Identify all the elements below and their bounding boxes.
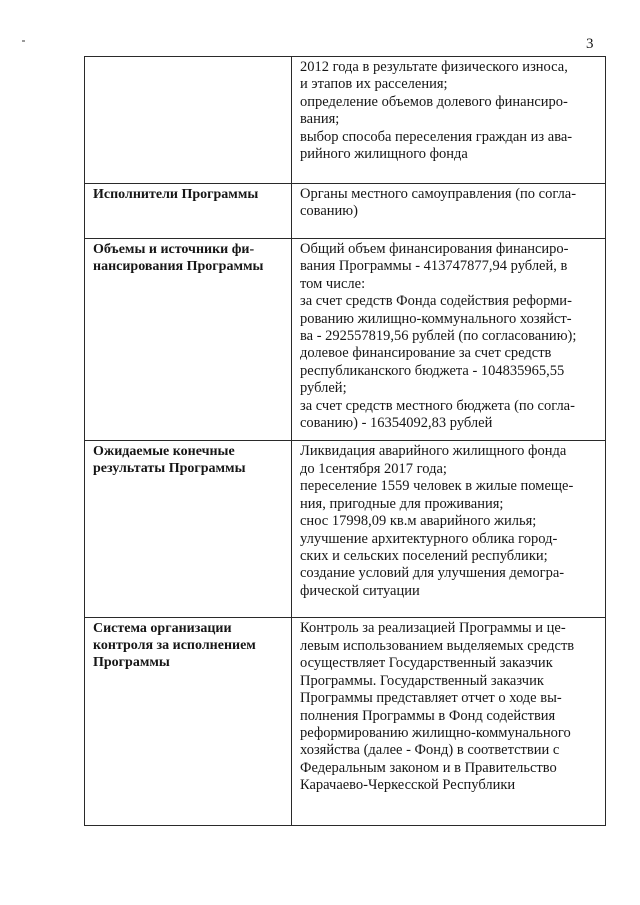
value-line: ния, пригодные для проживания; [300, 495, 504, 512]
value-line: Федеральным законом и в Правительство [300, 759, 557, 776]
row-label: Исполнители Программы [85, 184, 292, 239]
value-line: Контроль за реализацией Программы и це- [300, 620, 566, 637]
value-line: Карачаево-Черкесской Республики [300, 777, 516, 794]
value-line: создание условий для улучшения демогра- [300, 565, 565, 582]
row-value [292, 618, 606, 826]
value-line: полнения Программы в Фонд содействия [300, 707, 556, 724]
value-line: вания; [300, 111, 340, 128]
table-row [85, 57, 606, 184]
row-value [292, 57, 606, 184]
value-line: за счет средств Фонда содействия реформи- [300, 293, 572, 310]
value-line: том числе: [300, 275, 366, 292]
value-line: переселение 1559 человек в жилые помеще- [300, 478, 574, 495]
scan-speck [22, 40, 25, 42]
value-line: рийного жилищного фонда [300, 146, 468, 163]
page-number: 3 [586, 36, 594, 52]
table-row [85, 184, 606, 239]
row-label [85, 57, 292, 184]
row-label: Объемы и источники фи-нансирования Программы [85, 239, 292, 441]
value-line: ва - 292557819,56 рублей (по согласованию); [300, 328, 577, 345]
value-line: рованию жилищно-коммунального хозяйст- [300, 310, 572, 327]
value-line: улучшение архитектурного облика город- [300, 530, 558, 547]
value-line: ских и сельских поселений республики; [300, 547, 548, 564]
value-line: фической ситуации [300, 582, 420, 599]
value-line: Общий объем финансирования финансиро- [300, 241, 569, 257]
value-line: реформированию жилищно-коммунального [300, 724, 571, 741]
value-line: Органы местного самоуправления (по согла- [300, 186, 577, 202]
value-line: выбор способа переселения граждан из ава- [300, 128, 573, 145]
value-line: Ликвидация аварийного жилищного фонда [300, 443, 567, 460]
row-value [292, 184, 606, 239]
value-line: хозяйства (далее - Фонд) в соответствии с [300, 742, 560, 759]
value-line: рублей; [300, 380, 347, 397]
value-line: республиканского бюджета - 104835965,55 [300, 362, 565, 379]
row-value [292, 239, 606, 441]
value-line: сованию) [300, 203, 358, 220]
value-line: вания Программы - 413747877,94 рублей, в [300, 258, 568, 275]
row-value [292, 441, 606, 618]
value-line: определение объемов долевого финансиро- [300, 93, 568, 110]
value-line: до 1сентября 2017 года; [300, 460, 447, 477]
program-passport-table [84, 56, 606, 826]
value-line: левым использованием выделяемых средств [300, 637, 575, 654]
table-row [85, 239, 606, 441]
row-label: Система организации контроля за исполнением Программы [85, 618, 292, 826]
value-line: 2012 года в результате физического износа, [300, 59, 568, 75]
value-line: Программы представляет отчет о ходе вы- [300, 690, 562, 707]
value-line: снос 17998,09 кв.м аварийного жилья; [300, 513, 537, 530]
row-label: Ожидаемые конечные результаты Программы [85, 441, 292, 618]
value-line: осуществляет Государственный заказчик [300, 655, 553, 672]
table-row [85, 618, 606, 826]
value-line: Программы. Государственный заказчик [300, 672, 544, 689]
value-line: сованию) - 16354092,83 рублей [300, 415, 493, 432]
value-line: за счет средств местного бюджета (по согла- [300, 397, 575, 414]
value-line: долевое финансирование за счет средств [300, 345, 552, 362]
table-row [85, 441, 606, 618]
value-line: и этапов их расселения; [300, 76, 448, 93]
